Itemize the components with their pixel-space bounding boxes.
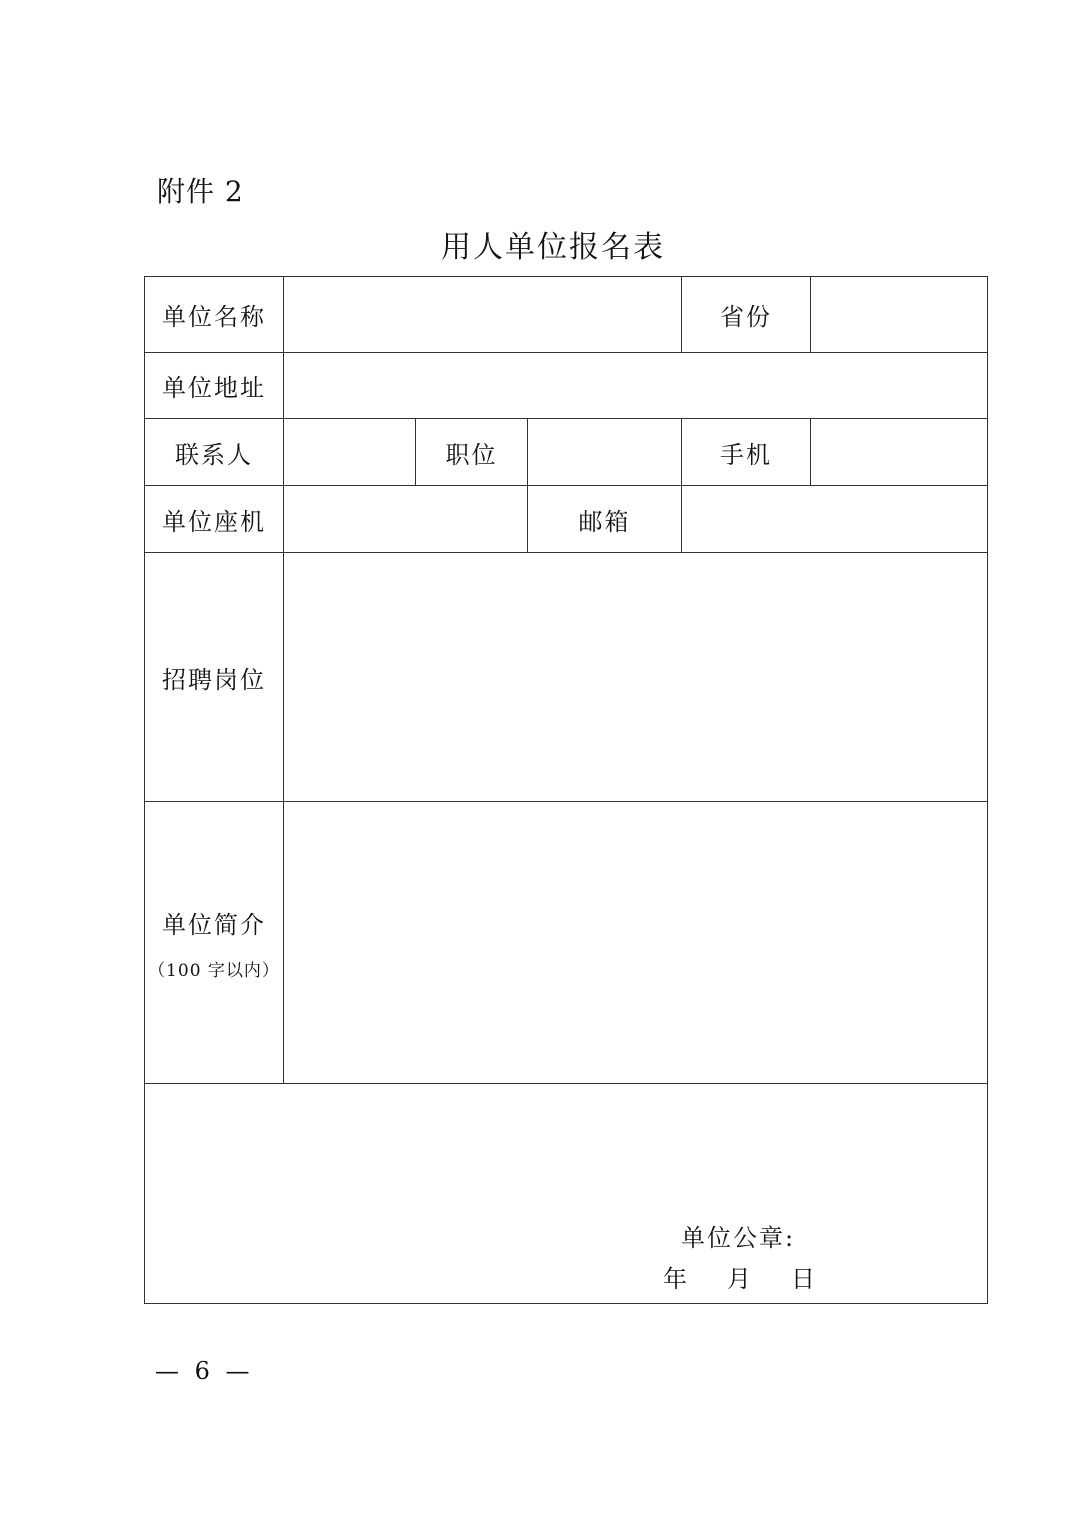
date-line (663, 1259, 855, 1294)
unit-name-label: 单位名称 (144, 276, 284, 353)
intro-field[interactable] (283, 801, 988, 1084)
jobs-field[interactable] (283, 552, 988, 802)
month-label: 月 (727, 1265, 751, 1293)
contact-label: 联系人 (144, 418, 284, 486)
mobile-label: 手机 (681, 418, 811, 486)
landline-field[interactable] (283, 485, 528, 553)
page-number: — 6 — (155, 1357, 254, 1385)
position-label: 职位 (415, 418, 528, 486)
contact-field[interactable] (283, 418, 416, 486)
seal-area (144, 1083, 988, 1304)
seal-block (663, 1218, 855, 1294)
position-field[interactable] (527, 418, 682, 486)
seal-label: 单位公章: (681, 1224, 796, 1252)
province-field[interactable] (810, 276, 988, 353)
form-title: 用人单位报名表 (441, 230, 665, 265)
email-field[interactable] (681, 485, 988, 553)
address-label: 单位地址 (144, 352, 284, 419)
email-label: 邮箱 (527, 485, 682, 553)
intro-label-cell (144, 801, 284, 1084)
intro-label: 单位简介 (162, 910, 266, 939)
mobile-field[interactable] (810, 418, 988, 486)
year-label: 年 (663, 1265, 687, 1293)
landline-label: 单位座机 (144, 485, 284, 553)
unit-name-field[interactable] (283, 276, 682, 353)
intro-word-limit-note: （100 字以内） (148, 960, 280, 981)
address-field[interactable] (283, 352, 988, 419)
jobs-label: 招聘岗位 (144, 552, 284, 802)
attachment-label: 附件 2 (157, 175, 244, 208)
province-label: 省份 (681, 276, 811, 353)
day-label: 日 (791, 1265, 815, 1293)
